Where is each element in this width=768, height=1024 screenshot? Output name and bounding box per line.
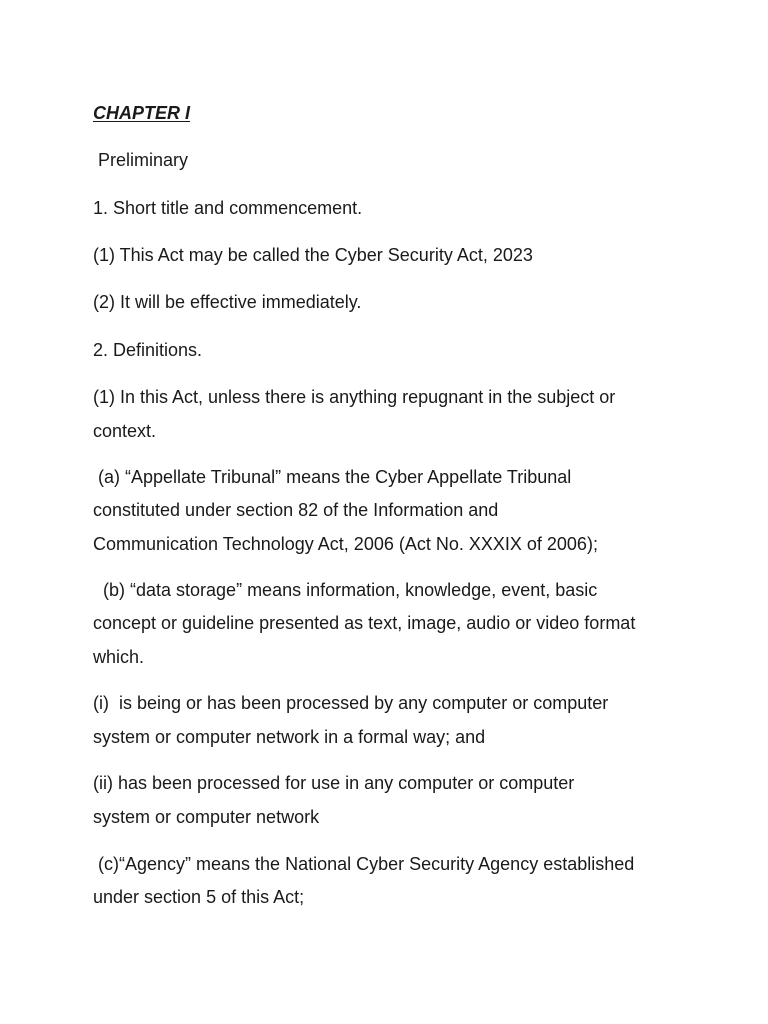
section-2-title: 2. Definitions. (93, 340, 203, 360)
definition-c-line: (c)“Agency” means the National Cyber Security Agency established (93, 854, 635, 874)
definition-b-line: which. (93, 647, 145, 667)
section-1-title: 1. Short title and commencement. (93, 198, 363, 218)
definition-b-ii-line: system or computer network (93, 807, 320, 827)
definition-b-line: (b) “data storage” means information, knowledge, event, basic (93, 580, 598, 600)
definition-b-i-line: (i) is being or has been processed by any computer or computer (93, 693, 609, 713)
definition-a-line: constituted under section 82 of the Information and (93, 500, 499, 520)
definition-a-line: (a) “Appellate Tribunal” means the Cyber Appellate Tribunal (93, 467, 572, 487)
definition-c-line: under section 5 of this Act; (93, 887, 305, 907)
section-2-clause-1-line: (1) In this Act, unless there is anything repugnant in the subject or (93, 387, 616, 407)
preliminary-heading: Preliminary (93, 150, 189, 170)
definition-b-i-line: system or computer network in a formal way; and (93, 727, 486, 747)
section-1-clause-2: (2) It will be effective immediately. (93, 292, 362, 312)
chapter-heading: CHAPTER I (93, 103, 191, 123)
section-2-clause-1-line: context. (93, 421, 157, 441)
definition-b-ii-line: (ii) has been processed for use in any computer or computer (93, 773, 575, 793)
section-1-clause-1: (1) This Act may be called the Cyber Security Act, 2023 (93, 245, 533, 265)
definition-a-line: Communication Technology Act, 2006 (Act No. XXXIX of 2006); (93, 534, 598, 554)
definition-b-line: concept or guideline presented as text, image, audio or video format (93, 613, 636, 633)
